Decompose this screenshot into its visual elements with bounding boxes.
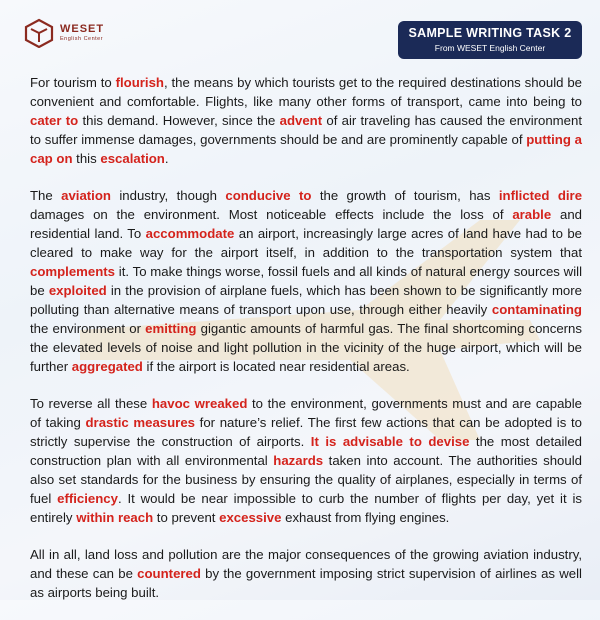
paragraph-text: in the provision of airplane fuels, which has been shown to be significantly more polluting than alternative means of transport upon use, through either heavily — [30, 283, 582, 317]
highlighted-term: accommodate — [145, 226, 235, 241]
paragraph-text: the environment or — [30, 321, 146, 336]
badge-subtitle: From WESET English Center — [434, 43, 546, 53]
paragraph-text: to prevent — [153, 510, 220, 525]
highlighted-term: drastic measures — [85, 415, 195, 430]
highlighted-term: emitting — [145, 321, 197, 336]
highlighted-term: countered — [137, 566, 201, 581]
paragraph-text: All in all, land loss and pollution are the major consequences of the growing aviation industry, and these can be — [30, 547, 582, 581]
essay-paragraph — [30, 186, 582, 376]
highlighted-term: escalation — [100, 151, 165, 166]
paragraph-text: exhaust from flying engines. — [281, 510, 450, 525]
paragraph-text: the growth of tourism, has — [311, 188, 499, 203]
badge-title: SAMPLE WRITING TASK 2 — [408, 26, 572, 40]
paragraph-text: of air traveling has caused the environment to suffer immense damages, governments should be and are prominently capable of — [30, 113, 583, 147]
essay-paragraph — [30, 545, 582, 602]
highlighted-term: efficiency — [57, 491, 118, 506]
brand-subtitle: English Center — [60, 35, 104, 42]
paragraph-text: For tourism to — [30, 75, 116, 90]
highlighted-term: cater to — [30, 113, 79, 128]
highlighted-term: aggregated — [71, 359, 143, 374]
brand-name: WESET — [60, 22, 105, 35]
essay-paragraph — [30, 73, 582, 168]
highlighted-term: excessive — [219, 510, 282, 525]
highlighted-term: hazards — [273, 453, 324, 468]
paragraph-text: . It would be near impossible to curb the number of flights per day, yet it is entirely — [30, 491, 582, 525]
paragraph-text: this — [72, 151, 101, 166]
paragraph-text: by the government imposing strict supervision of airlines as well as airports being built. — [30, 566, 582, 600]
weset-logo-icon — [24, 18, 54, 48]
brand-logo — [24, 18, 104, 48]
highlighted-term: complements — [30, 264, 116, 279]
paragraph-text: gigantic amounts of harmful gas. The final shortcoming concerns the elevated levels of noise and light pollution in the vicinity of the huge airport, which will be further — [30, 321, 582, 374]
highlighted-term: advent — [279, 113, 323, 128]
paragraph-text: damages on the environment. Most noticeable effects include the loss of — [30, 207, 513, 222]
paragraph-text: and residential land. To — [30, 207, 583, 241]
paragraph-text: industry, though — [110, 188, 226, 203]
highlighted-term: within reach — [76, 510, 154, 525]
essay-body — [30, 73, 582, 620]
essay-paragraph — [30, 394, 582, 527]
paragraph-text: to the environment, governments must and are capable of taking — [30, 396, 583, 430]
highlighted-term: aviation — [61, 188, 111, 203]
highlighted-term: havoc wreaked — [151, 396, 248, 411]
highlighted-term: It is advisable to devise — [310, 434, 470, 449]
paragraph-text: The — [30, 188, 62, 203]
highlighted-term: inflicted dire — [498, 188, 583, 203]
paragraph-text: an airport, increasingly large acres of land have had to be cleared to make way for the airport itself, in addition to the transportation system that — [30, 226, 582, 260]
highlighted-term: flourish — [115, 75, 164, 90]
paragraph-text: To reverse all these — [30, 396, 152, 411]
highlighted-term: putting a cap on — [30, 132, 582, 166]
highlighted-term: contaminating — [491, 302, 582, 317]
paragraph-text: this demand. However, since the — [78, 113, 280, 128]
highlighted-term: conducive to — [225, 188, 312, 203]
header — [0, 0, 600, 70]
paragraph-text: . — [164, 151, 169, 166]
paragraph-text: for nature’s relief. The first few actions that can be adopted is to strictly supervise the construction of airports. — [30, 415, 582, 449]
highlighted-term: arable — [512, 207, 552, 222]
paragraph-text: it. To make things worse, fossil fuels and all kinds of natural energy sources will be — [30, 264, 582, 298]
paragraph-text: taken into account. The authorities should also set standards for the business by ensuring the quality of airplanes, especially in terms of fuel — [30, 453, 582, 506]
sample-task-badge — [398, 21, 582, 59]
highlighted-term: exploited — [48, 283, 107, 298]
paragraph-text: , the means by which tourists get to the required destinations should be convenient and comfortable. Flights, like many other forms of transport, came into being to — [30, 75, 582, 109]
paragraph-text: the most detailed construction plan with all environmental — [30, 434, 582, 468]
paragraph-text: if the airport is located near residential areas. — [142, 359, 410, 374]
